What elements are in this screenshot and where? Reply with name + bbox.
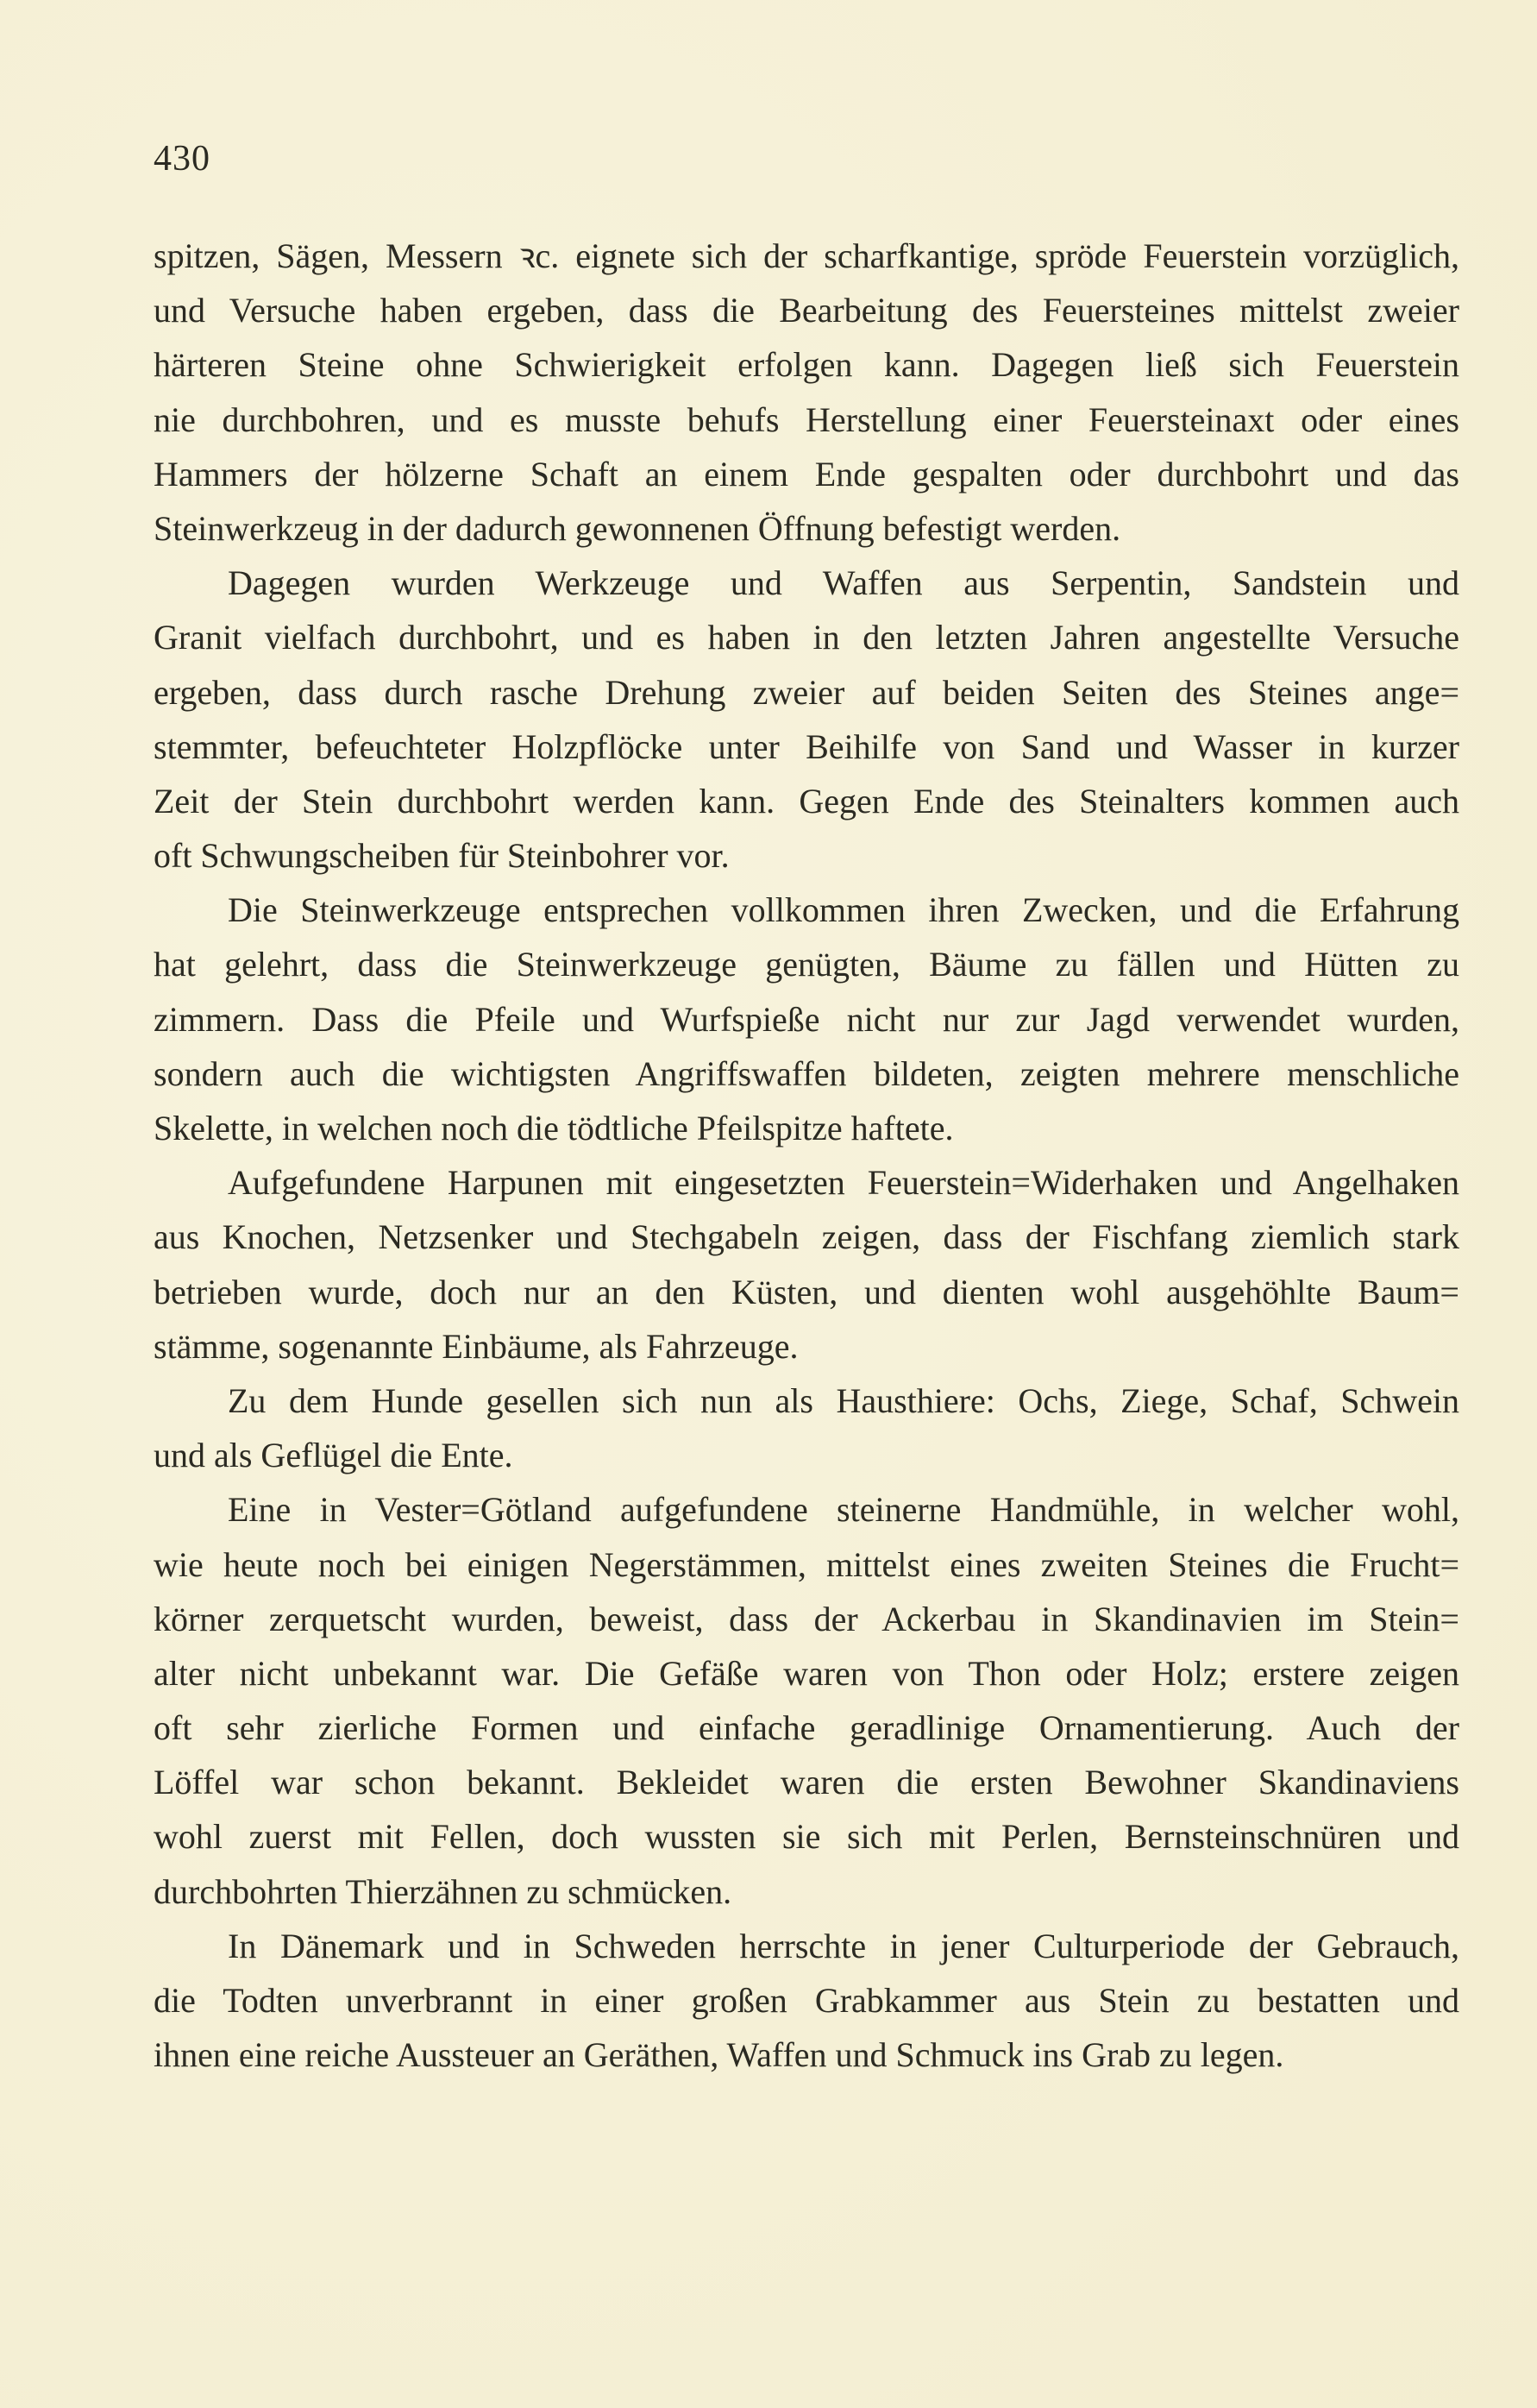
text-line: Zeit der Stein durchbohrt werden kann. Gegen Ende des Steinalters kommen auch bbox=[154, 781, 1459, 820]
text-line: körner zerquetscht wurden, beweist, dass der Ackerbau in Skandinavien im Stein= bbox=[154, 1599, 1459, 1638]
text-line: zimmern. Dass die Pfeile und Wurfspieße nicht nur zur Jagd verwendet wurden, bbox=[154, 999, 1459, 1039]
text-line: Dagegen wurden Werkzeuge und Waffen aus Serpentin, Sandstein und bbox=[228, 563, 1459, 603]
text-line: oft sehr zierliche Formen und einfache geradlinige Ornamentierung. Auch der bbox=[154, 1708, 1459, 1748]
text-line: Granit vielfach durchbohrt, und es haben in den letzten Jahren angestellte Versuche bbox=[154, 618, 1459, 657]
text-line: ergeben, dass durch rasche Drehung zweier auf beiden Seiten des Steines ange= bbox=[154, 672, 1459, 712]
text-line: die Todten unverbrannt in einer großen Grabkammer aus Stein zu bestatten und bbox=[154, 1981, 1459, 2020]
text-line: stämme, sogenannte Einbäume, als Fahrzeuge. bbox=[154, 1326, 799, 1366]
text-line: Aufgefundene Harpunen mit eingesetzten Feuerstein=Widerhaken und Angelhaken bbox=[228, 1163, 1459, 1203]
text-line: spitzen, Sägen, Messern ꝛc. eignete sich der scharfkantige, spröde Feuerstein vorzüglich, bbox=[154, 236, 1459, 275]
text-line: härteren Steine ohne Schwierigkeit erfolgen kann. Dagegen ließ sich Feuerstein bbox=[154, 345, 1459, 385]
text-line: hat gelehrt, dass die Steinwerkzeuge genügten, Bäume zu fällen und Hütten zu bbox=[154, 945, 1459, 984]
text-line: wie heute noch bei einigen Negerstämmen, mittelst eines zweiten Steines die Frucht= bbox=[154, 1544, 1459, 1584]
text-line: durchbohrten Thierzähnen zu schmücken. bbox=[154, 1871, 732, 1911]
text-line: oft Schwungscheiben für Steinbohrer vor. bbox=[154, 836, 730, 876]
text-line: Steinwerkzeug in der dadurch gewonnenen Öffnung befestigt werden. bbox=[154, 508, 1121, 548]
page-number: 430 bbox=[154, 139, 210, 179]
text-line: betrieben wurde, doch nur an den Küsten, und dienten wohl ausgehöhlte Baum= bbox=[154, 1272, 1459, 1311]
text-line: Hammers der hölzerne Schaft an einem Ende gespalten oder durchbohrt und das bbox=[154, 454, 1459, 494]
text-line: aus Knochen, Netzsenker und Stechgabeln zeigen, dass der Fischfang ziemlich stark bbox=[154, 1217, 1459, 1257]
text-line: nie durchbohren, und es musste behufs Herstellung einer Feuersteinaxt oder eines bbox=[154, 399, 1459, 439]
text-line: sondern auch die wichtigsten Angriffswaffen bildeten, zeigten mehrere menschliche bbox=[154, 1053, 1459, 1093]
text-line: ihnen eine reiche Aussteuer an Geräthen, Waffen und Schmuck ins Grab zu legen. bbox=[154, 2035, 1284, 2075]
text-line: alter nicht unbekannt war. Die Gefäße waren von Thon oder Holz; erstere zeigen bbox=[154, 1653, 1459, 1693]
text-line: Skelette, in welchen noch die tödtliche Pfeilspitze haftete. bbox=[154, 1109, 954, 1147]
text-line: Eine in Vester=Götland aufgefundene steinerne Handmühle, in welcher wohl, bbox=[228, 1490, 1459, 1530]
body-text bbox=[154, 229, 1459, 2082]
text-line: Löffel war schon bekannt. Bekleidet waren die ersten Bewohner Skandinaviens bbox=[154, 1763, 1459, 1802]
text-line: wohl zuerst mit Fellen, doch wussten sie sich mit Perlen, Bernsteinschnüren und bbox=[154, 1817, 1459, 1857]
text-line: In Dänemark und in Schweden herrschte in jener Culturperiode der Gebrauch, bbox=[228, 1926, 1459, 1965]
text-line: Die Steinwerkzeuge entsprechen vollkommen ihren Zwecken, und die Erfahrung bbox=[228, 890, 1459, 930]
text-line: und als Geflügel die Ente. bbox=[154, 1436, 513, 1475]
text-line: und Versuche haben ergeben, dass die Bearbeitung des Feuersteines mittelst zweier bbox=[154, 291, 1459, 330]
text-line: stemmter, befeuchteter Holzpflöcke unter Beihilfe von Sand und Wasser in kurzer bbox=[154, 726, 1459, 766]
text-line: Zu dem Hunde gesellen sich nun als Hausthiere: Ochs, Ziege, Schaf, Schwein bbox=[228, 1380, 1459, 1420]
